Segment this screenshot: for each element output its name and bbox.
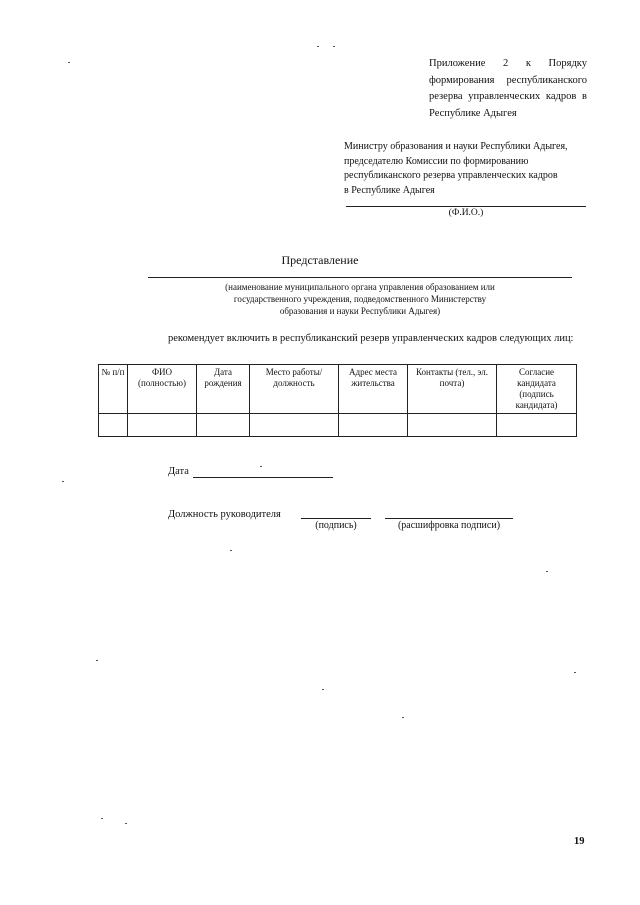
- table-row: [99, 414, 577, 437]
- decoding-fill-line[interactable]: [385, 518, 513, 519]
- organization-caption-line: образования и науки Республики Адыгея): [279, 306, 441, 316]
- signature-caption: (подпись): [315, 520, 357, 531]
- scan-speck: [317, 46, 319, 47]
- organization-caption-line: государственного учреждения, подведомственного Министерству: [233, 294, 487, 304]
- fio-caption: (Ф.И.О.): [448, 208, 484, 218]
- table-cell[interactable]: [128, 414, 197, 437]
- addressee-block: [344, 140, 589, 198]
- page-number: 19: [574, 836, 585, 847]
- signature-fill-line[interactable]: [301, 518, 371, 519]
- col-consent-header: Согласие кандидата (подпись кандидата): [497, 365, 577, 414]
- scan-speck: [322, 689, 324, 690]
- appendix-line: формирования республиканского: [429, 74, 587, 86]
- organization-caption-line: (наименование муниципального органа управления образованием или: [225, 282, 495, 292]
- candidates-table: [98, 364, 577, 437]
- appendix-line: Приложение 2 к Порядку: [429, 58, 587, 69]
- table-cell[interactable]: [497, 414, 577, 437]
- table-cell[interactable]: [339, 414, 408, 437]
- col-fio-header: ФИО (полностью): [128, 365, 197, 414]
- scan-speck: [125, 823, 127, 824]
- appendix-line: Республике Адыгея: [429, 107, 517, 119]
- addressee-line: Министру образования и науки Республики Адыгея,: [344, 141, 568, 152]
- table-cell[interactable]: [250, 414, 339, 437]
- date-label: Дата: [168, 466, 189, 477]
- scan-speck: [96, 660, 98, 661]
- scan-speck: [333, 46, 335, 47]
- decoding-caption: (расшифровка подписи): [397, 520, 501, 531]
- scan-speck: [230, 550, 232, 551]
- addressee-line: республиканского резерва управленческих кадров: [344, 170, 558, 181]
- table-header-row: [99, 365, 577, 414]
- addressee-line: председателю Комиссии по формированию: [344, 155, 529, 167]
- scan-speck: [402, 717, 404, 718]
- appendix-note: [429, 56, 587, 122]
- organization-fill-line[interactable]: [148, 277, 572, 278]
- scan-speck: [62, 481, 64, 482]
- table-cell[interactable]: [99, 414, 128, 437]
- appendix-line: резерва управленческих кадров в: [429, 91, 587, 102]
- col-address-header: Адрес места жительства: [339, 365, 408, 414]
- col-birthdate-header: Дата рождения: [197, 365, 250, 414]
- position-label: Должность руководителя: [168, 509, 281, 520]
- scan-speck: [101, 818, 103, 819]
- col-number-header: № п/п: [99, 365, 128, 414]
- addressee-line: в Республике Адыгея: [344, 184, 435, 196]
- col-workplace-header: Место работы/ должность: [250, 365, 339, 414]
- date-fill-line[interactable]: [193, 477, 333, 478]
- scan-speck: [68, 62, 70, 63]
- document-title: Представление: [281, 253, 359, 267]
- scan-speck: [574, 672, 576, 673]
- recommend-text: рекомендует включить в республиканский резерв управленческих кадров следующих лиц:: [168, 333, 574, 344]
- fio-fill-line[interactable]: [346, 206, 586, 207]
- col-contacts-header: Контакты (тел., эл. почта): [408, 365, 497, 414]
- scan-speck: [260, 466, 262, 467]
- scan-speck: [546, 571, 548, 572]
- organization-caption: [148, 281, 572, 317]
- table-cell[interactable]: [197, 414, 250, 437]
- table-cell[interactable]: [408, 414, 497, 437]
